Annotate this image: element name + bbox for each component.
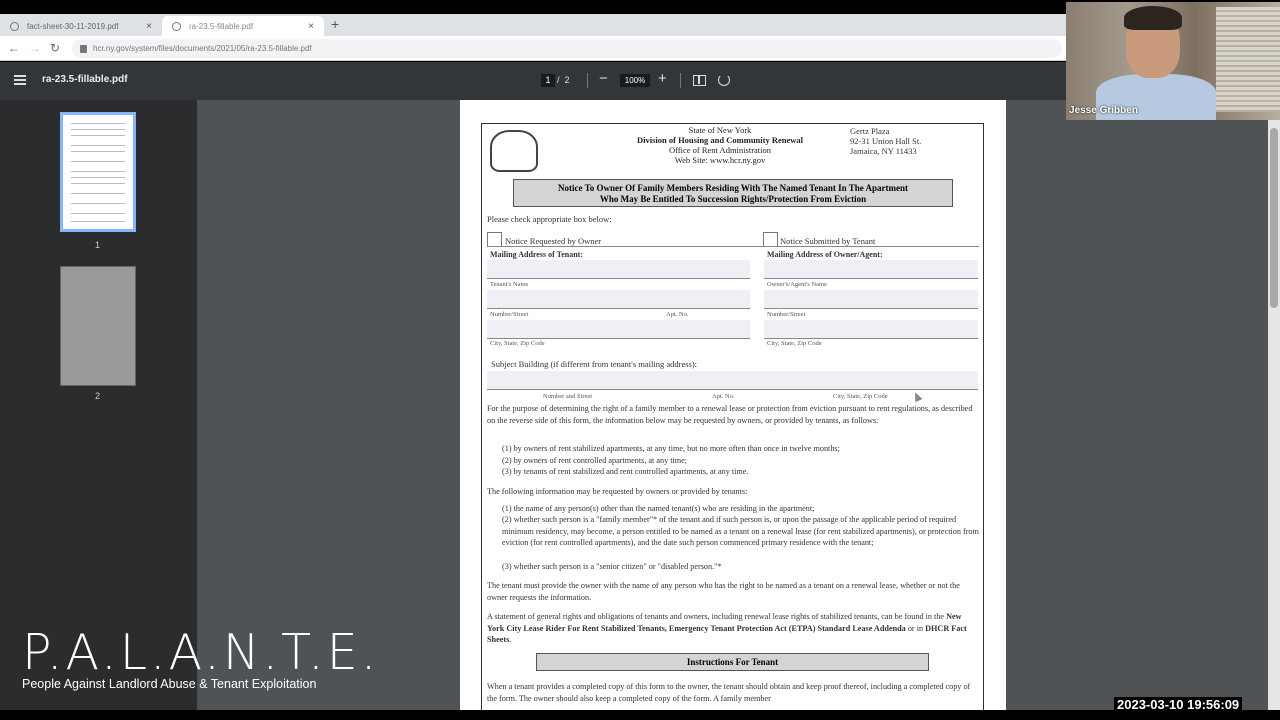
tenant-address-heading: Mailing Address of Tenant:	[490, 250, 583, 259]
form-title: Notice To Owner Of Family Members Residing With The Named Tenant In The Apartment Who May Be Entitled To Succession Rights/Protection From Eviction	[513, 179, 953, 207]
page-thumbnail-1[interactable]	[60, 112, 136, 232]
subject-building-label: Subject Building (if different from tenant's mailing address):	[491, 359, 698, 369]
divider	[587, 73, 588, 88]
divider	[680, 73, 681, 88]
thumbnail-label-2: 2	[95, 391, 101, 401]
paragraph-statement: A statement of general rights and obligations of tenants and owners, including renewal lease rights of stabilized tenants, can be found in the New York City Lease Rider For Rent Stabilized Tenants, Emergency Tenant Protection Act (ETPA) Standard Lease Addenda or in DHCR Fact Sheets.	[487, 612, 967, 645]
sb-apt-label: Apt. No.	[712, 393, 735, 400]
page-total: / 2	[557, 75, 570, 85]
list-item: (2) whether such person is a "family member"* of the tenant and if such person is, or upon the passage of the applicable period of required minimum residency, may become, a person entitled to be named as a tenant on a renewal lease (for rent stabilized apartments), or protection from eviction (for rent controlled apartments), and the date such person commenced primary residence with the tenant;	[502, 515, 979, 548]
zoom-in-button[interactable]: +	[658, 70, 667, 87]
zoom-out-button[interactable]: −	[599, 70, 608, 87]
new-tab-button[interactable]: +	[331, 16, 340, 32]
sb-city-label: City, State, Zip Code	[833, 393, 888, 400]
paragraph-tenant-must: The tenant must provide the owner with the name of any person who has the right to be named as a tenant on a renewal lease, whether or not the owner requests the information.	[487, 581, 960, 602]
tab-label: fact-sheet-30-11-2019.pdf	[27, 21, 119, 31]
instructions-heading: Instructions For Tenant	[536, 653, 929, 671]
paragraph-info: The following information may be requested by owners or provided by tenants:	[487, 487, 748, 496]
reload-icon[interactable]: ↻	[50, 41, 61, 55]
tenant-city-field[interactable]	[487, 320, 750, 338]
tenant-apt-label: Apt. No.	[666, 311, 689, 318]
back-icon[interactable]: ←	[8, 41, 20, 55]
list-item: (2) by owners of rent controlled apartments, at any time;	[502, 456, 688, 465]
globe-icon	[10, 22, 19, 31]
list-item: (3) by tenants of rent stabilized and rent controlled apartments, at any time.	[502, 467, 749, 476]
paragraph-purpose: For the purpose of determining the right of a family member to a renewal lease or protection from eviction pursuant to rent regulations, as described on the reverse side of this form, the information below may be requested by owners, or provided by tenants, as follows:	[487, 404, 973, 425]
form-header: State of New York Division of Housing and Community Renewal Office of Rent Administration Web Site: www.hcr.ny.gov	[636, 125, 803, 165]
participant-name: Jesse Gribben	[1069, 105, 1138, 116]
tenant-submit-checkbox[interactable]	[763, 232, 778, 247]
tenant-street-field[interactable]	[487, 290, 750, 308]
pdf-page	[460, 100, 1006, 710]
ny-seal-icon	[490, 130, 538, 172]
sb-number-label: Number and Street	[543, 393, 593, 400]
check-prompt: Please check appropriate box below:	[487, 214, 612, 224]
owner-request-label: Notice Requested by Owner	[505, 236, 602, 246]
tenant-city-label: City, State, Zip Code	[490, 340, 545, 347]
subject-building-field[interactable]	[487, 371, 978, 389]
close-tab-icon[interactable]: ×	[146, 20, 152, 32]
owner-address-heading: Mailing Address of Owner/Agent:	[767, 250, 883, 259]
participant-hair	[1124, 6, 1182, 30]
owner-request-checkbox[interactable]	[487, 232, 502, 247]
tab-fact-sheet[interactable]	[0, 16, 162, 36]
thumbnail-sidebar	[0, 100, 197, 710]
tenant-submit-label: Notice Submitted by Tenant	[780, 236, 876, 246]
lock-icon	[80, 45, 87, 53]
close-tab-icon[interactable]: ×	[308, 20, 314, 32]
pdf-toolbar	[0, 62, 1066, 100]
paragraph-instructions: When a tenant provides a completed copy of this form to the owner, the tenant should obtain and keep proof thereof, including a completed copy of the form. The owner should also keep a completed copy of the form. A family member	[487, 682, 971, 703]
forward-icon[interactable]: →	[29, 41, 41, 55]
tenant-name-field[interactable]	[487, 260, 750, 278]
list-item: (3) whether such person is a "senior citizen" or "disabled person."*	[502, 562, 722, 571]
owner-city-label: City, State, Zip Code	[767, 340, 822, 347]
thumbnail-label-1: 1	[95, 240, 101, 250]
office-address: Gertz Plaza 92-31 Union Hall St. Jamaica, NY 11433	[850, 126, 922, 156]
url-text: hcr.ny.gov/system/files/documents/2021/05/ra-23.5-fillable.pdf	[93, 44, 312, 53]
zoom-level[interactable]: 100%	[620, 74, 650, 87]
rotate-icon[interactable]	[718, 74, 730, 86]
url-field[interactable]	[72, 39, 1062, 58]
owner-city-field[interactable]	[764, 320, 978, 338]
owner-street-field[interactable]	[764, 290, 978, 308]
globe-icon	[172, 22, 181, 31]
tab-ra-23-5[interactable]	[162, 16, 324, 36]
address-bar	[0, 36, 1066, 61]
window-blinds	[1216, 7, 1280, 112]
page-thumbnail-2[interactable]	[60, 266, 136, 386]
list-item: (1) the name of any person(s) other than the named tenant(s) who are residing in the apartment;	[502, 504, 815, 513]
palante-logo: P.A.L.A.N.T.E.	[22, 624, 380, 681]
owner-street-label: Number/Street	[767, 311, 806, 318]
owner-name-field[interactable]	[764, 260, 978, 278]
video-participant-tile	[1066, 2, 1280, 120]
video-timestamp: 2023-03-10 19:56:09	[1114, 697, 1242, 712]
owner-name-label: Owner's/Agent's Name	[767, 281, 827, 288]
scrollbar-thumb[interactable]	[1270, 128, 1278, 308]
pdf-filename: ra-23.5-fillable.pdf	[42, 74, 128, 85]
tab-label: ra-23.5-fillable.pdf	[189, 21, 254, 31]
menu-icon[interactable]	[14, 75, 26, 85]
tenant-name-label: Tenant's Name	[490, 281, 529, 288]
palante-tagline: People Against Landlord Abuse & Tenant Exploitation	[22, 677, 317, 691]
browser-tab-bar	[0, 14, 1066, 36]
tenant-street-label: Number/Street	[490, 311, 529, 318]
scrollbar[interactable]	[1268, 100, 1280, 710]
list-item: (1) by owners of rent stabilized apartments, at any time, but no more often than once in twelve months;	[502, 444, 840, 453]
fit-page-icon[interactable]	[693, 75, 706, 86]
page-number-input[interactable]: 1	[541, 74, 555, 87]
